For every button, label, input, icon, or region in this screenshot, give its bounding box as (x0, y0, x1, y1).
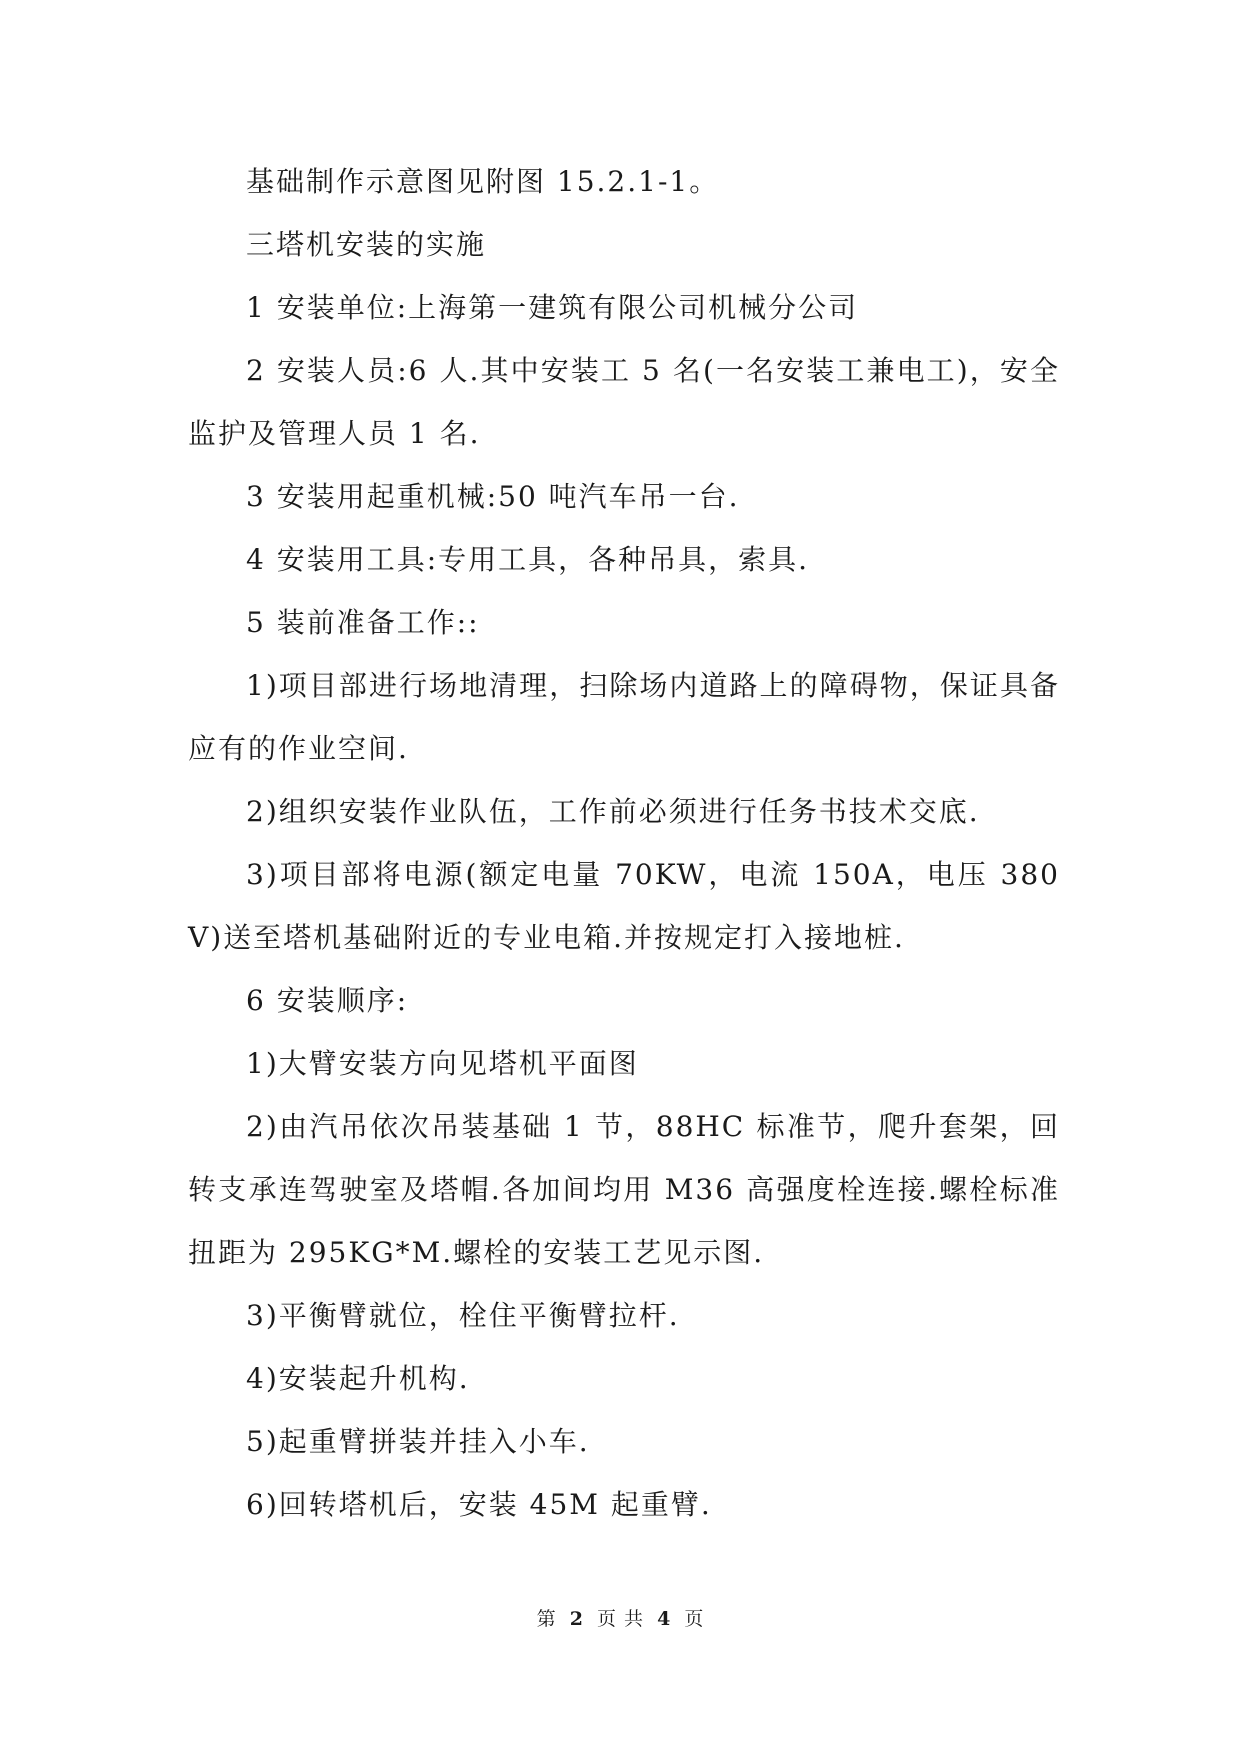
paragraph-seq-hoist-mechanism: 4)安装起升机构. (246, 1362, 470, 1395)
footer-suffix: 页 (684, 1608, 705, 1630)
paragraph-prep-site-clearing: 1)项目部进行场地清理，扫除场内道路上的障碍物，保证具备应有的作业空间. (188, 669, 1060, 765)
paragraph-foundation-figure: 基础制作示意图见附图 15.2.1-1。 (246, 165, 720, 198)
paragraph-seq-jib-assembly: 5)起重臂拼装并挂入小车. (246, 1425, 590, 1458)
paragraph-prep-power: 3)项目部将电源(额定电量 70KW，电流 150A，电压 380V)送至塔机基础附近的专业电箱.并按规定打入接地桩. (188, 858, 1060, 954)
paragraph-install-unit: 1 安装单位:上海第一建筑有限公司机械分公司 (246, 291, 859, 324)
paragraph-preparation: 5 装前准备工作:: (246, 606, 480, 639)
paragraph-install-sequence: 6 安装顺序: (246, 984, 409, 1017)
page-footer (0, 1604, 1241, 1631)
paragraph-seq-hoisting: 2)由汽吊依次吊装基础 1 节，88HC 标准节，爬升套架，回转支承连驾驶室及塔帽.各加间均用 M36 高强度栓连接.螺栓标准扭距为 295KG*M.螺栓的安装工艺见示图. (188, 1110, 1060, 1269)
paragraph-section-title: 三塔机安装的实施 (246, 228, 487, 261)
paragraph-seq-boom-direction: 1)大臂安装方向见塔机平面图 (246, 1047, 639, 1080)
paragraph-seq-counter-jib: 3)平衡臂就位，栓住平衡臂拉杆. (246, 1299, 680, 1332)
paragraph-install-tools: 4 安装用工具:专用工具，各种吊具，索具. (246, 543, 810, 576)
footer-prefix: 第 (536, 1608, 557, 1630)
footer-total-pages: 4 (657, 1608, 672, 1630)
footer-middle: 页 共 (596, 1608, 645, 1630)
footer-page-number: 2 (569, 1608, 584, 1630)
document-body (188, 150, 1060, 1536)
paragraph-lifting-machine: 3 安装用起重机械:50 吨汽车吊一台. (246, 480, 740, 513)
paragraph-prep-team: 2)组织安装作业队伍，工作前必须进行任务书技术交底. (246, 795, 980, 828)
paragraph-seq-jib-install: 6)回转塔机后，安装 45M 起重臂. (246, 1488, 712, 1521)
paragraph-install-staff: 2 安装人员:6 人.其中安装工 5 名(一名安装工兼电工)，安全监护及管理人员 1 名. (188, 354, 1060, 450)
